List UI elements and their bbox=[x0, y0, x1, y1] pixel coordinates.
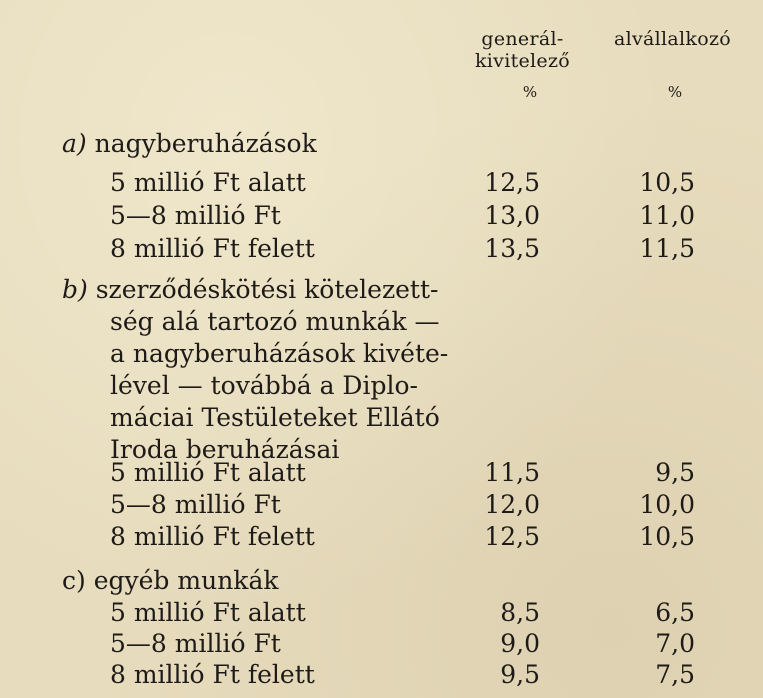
row-label: 5 millió Ft alatt bbox=[110, 458, 306, 487]
section-b-heading bbox=[62, 274, 482, 466]
row-value-sub: 11,5 bbox=[639, 234, 695, 263]
row-value-general: 13,5 bbox=[484, 234, 540, 263]
column-header-line: alvállalkozó bbox=[613, 28, 732, 50]
section-b-line: ség alá tartozó munkák — bbox=[110, 307, 440, 336]
row-label: 8 millió Ft felett bbox=[110, 522, 315, 551]
section-b-line: máciai Testületeket Ellátó bbox=[110, 403, 440, 432]
row-value-sub: 7,5 bbox=[655, 660, 695, 689]
section-marker: a) bbox=[62, 129, 87, 158]
row-value-sub: 9,5 bbox=[655, 458, 695, 487]
section-b-line bbox=[62, 274, 482, 306]
row-value-sub: 6,5 bbox=[655, 598, 695, 627]
section-b-text: szerződéskötési kötelezett- bbox=[95, 275, 439, 304]
row-value-general: 12,5 bbox=[484, 168, 540, 197]
column-header-subcontractor bbox=[590, 28, 755, 50]
row-label: 8 millió Ft felett bbox=[110, 660, 315, 689]
row-value-sub: 11,0 bbox=[639, 201, 695, 230]
row-value-general: 9,5 bbox=[500, 660, 540, 689]
row-value-general: 12,0 bbox=[484, 490, 540, 519]
row-value-sub: 10,0 bbox=[639, 490, 695, 519]
column-header-line: generál- bbox=[481, 28, 564, 50]
section-marker: c) bbox=[62, 566, 86, 595]
row-value-general: 13,0 bbox=[484, 201, 540, 230]
section-b-line: Iroda beruházásai bbox=[110, 435, 340, 464]
column-header-line: kivitelező bbox=[474, 50, 571, 72]
row-label: 5—8 millió Ft bbox=[110, 629, 281, 658]
section-b-line: a nagyberuházások kivéte- bbox=[110, 339, 449, 368]
row-value-general: 11,5 bbox=[484, 458, 540, 487]
column-unit-percent: % bbox=[667, 83, 683, 101]
row-value-general: 12,5 bbox=[484, 522, 540, 551]
row-label: 8 millió Ft felett bbox=[110, 234, 315, 263]
row-value-sub: 7,0 bbox=[655, 629, 695, 658]
row-value-sub: 10,5 bbox=[639, 168, 695, 197]
section-title: nagyberuházások bbox=[94, 129, 317, 158]
row-label: 5—8 millió Ft bbox=[110, 201, 281, 230]
section-c-heading bbox=[62, 565, 279, 597]
column-header-general-contractor bbox=[455, 28, 590, 72]
column-unit-percent: % bbox=[522, 83, 538, 101]
row-label: 5—8 millió Ft bbox=[110, 490, 281, 519]
row-value-general: 8,5 bbox=[500, 598, 540, 627]
section-title: egyéb munkák bbox=[93, 566, 279, 595]
section-marker: b) bbox=[62, 275, 88, 304]
section-a-heading bbox=[62, 128, 317, 160]
section-b-line: lével — továbbá a Diplo- bbox=[110, 371, 418, 400]
row-label: 5 millió Ft alatt bbox=[110, 168, 306, 197]
row-value-sub: 10,5 bbox=[639, 522, 695, 551]
row-value-general: 9,0 bbox=[500, 629, 540, 658]
row-label: 5 millió Ft alatt bbox=[110, 598, 306, 627]
